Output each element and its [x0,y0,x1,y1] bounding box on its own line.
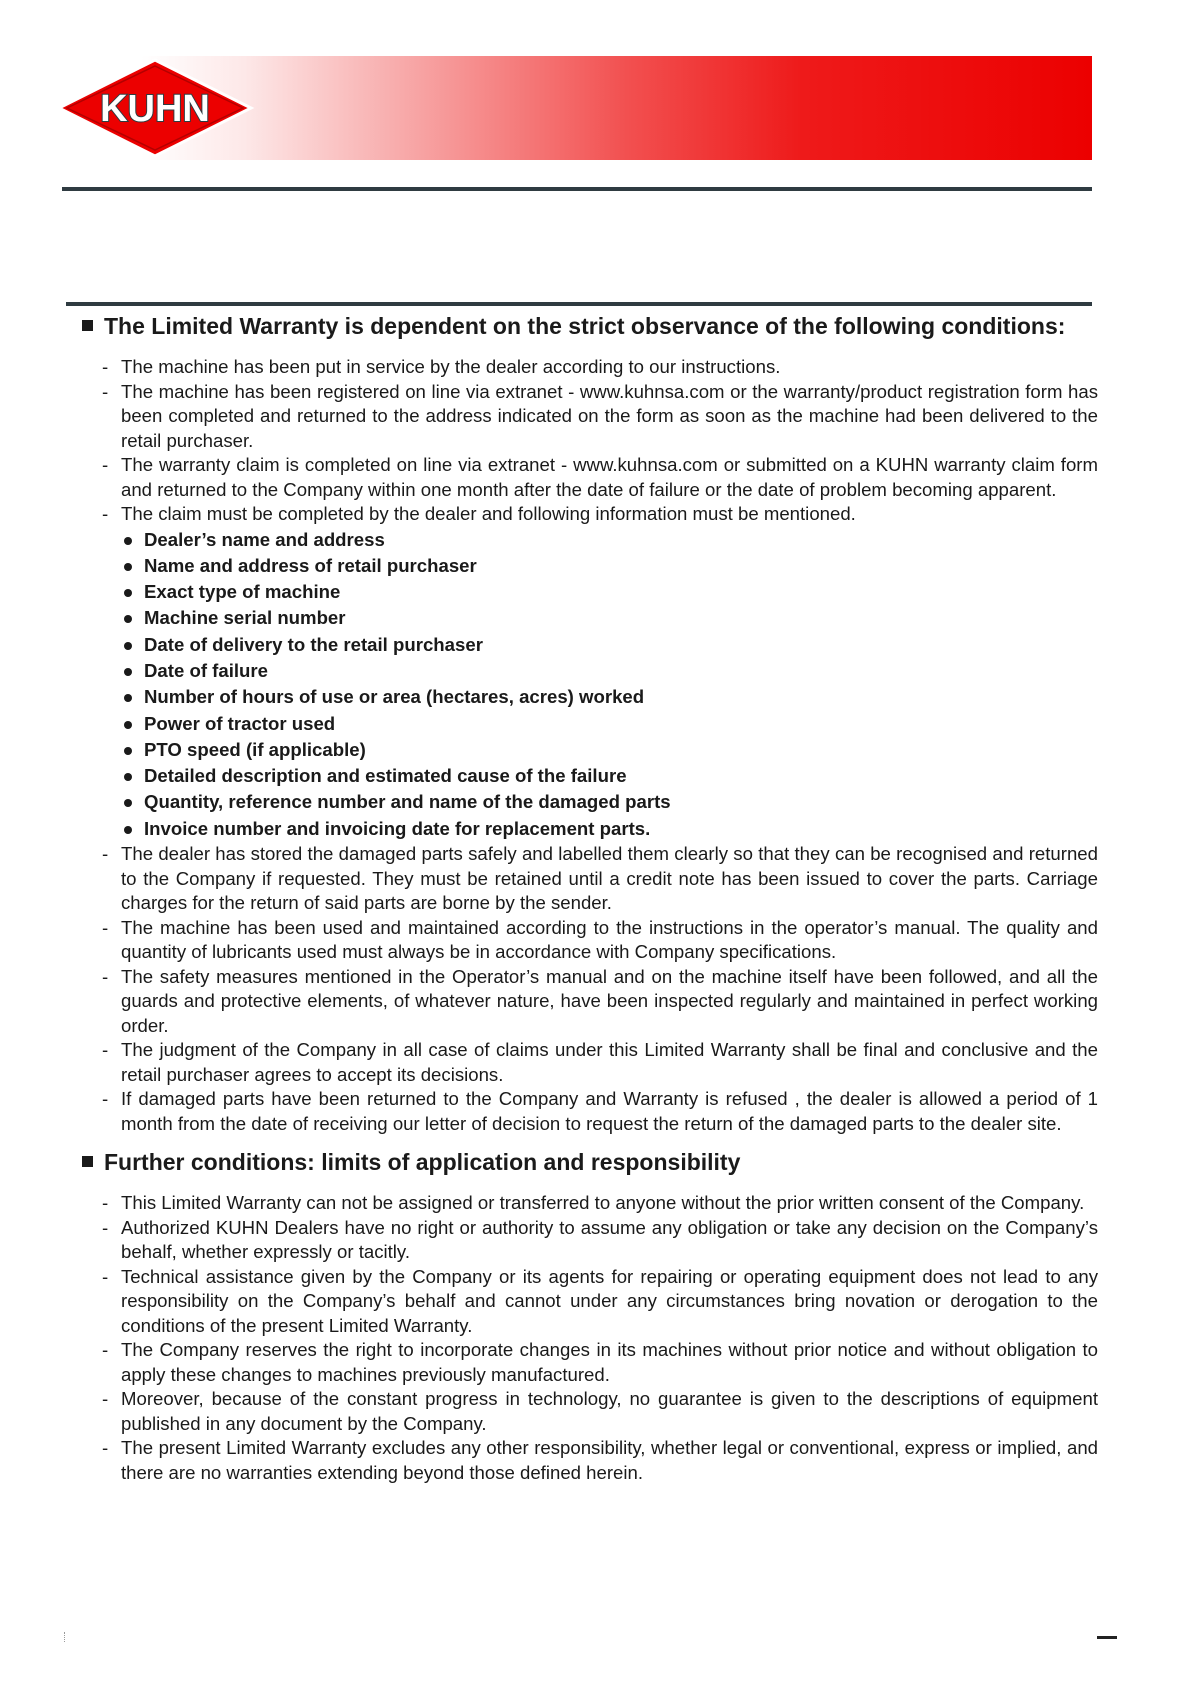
page-tick [64,1632,67,1642]
section2-heading: Further conditions: limits of application and responsibility [80,1150,1098,1175]
bullet-dot-icon [124,799,132,807]
bullet-item: Invoice number and invoicing date for replacement parts. [80,816,1098,842]
page-mark [1097,1636,1117,1639]
list-item: - Technical assistance given by the Company or its agents for repairing or operating equipment does not lead to any responsibility on the Company’s behalf and cannot under any circumstances bring novation or derogation to the conditions of the present Limited Warranty. [102,1265,1098,1336]
bullet-item: Machine serial number [80,605,1098,631]
list-item: - Authorized KUHN Dealers have no right or authority to assume any obligation or take any decision on the Company’s behalf, whether expressly or tacitly. [102,1216,1098,1263]
list-item: - The present Limited Warranty excludes any other responsibility, whether legal or conventional, express or implied, and there are no warranties extending beyond those defined herein. [102,1437,1098,1483]
logo-text: KUHN [100,88,210,130]
list-item: - This Limited Warranty can not be assigned or transferred to anyone without the prior written consent of the Company. [102,1192,1085,1214]
bullet-item: Quantity, reference number and name of the damaged parts [80,789,1098,815]
bullet-dot-icon [124,747,132,755]
bullet-item: Power of tractor used [80,711,1098,737]
kuhn-logo [55,56,255,160]
list-item: - The machine has been registered on line via extranet - www.kuhnsa.com or the warranty/product registration form has been completed and returned to the address indicated on the form as soon as the machine had been delivered to the retail purchaser. [102,380,1098,451]
conditions-list [80,355,1098,1136]
bullet-item: Dealer’s name and address [80,527,1098,553]
square-bullet-icon [82,320,93,331]
bullet-dot-icon [124,668,132,676]
header-rule [62,187,1092,191]
bullet-item: Date of failure [80,658,1098,684]
required-info-list [80,527,1098,843]
list-item: - The machine has been used and maintained according to the instructions in the operator’s manual. The quality and quantity of lubricants used must always be in accordance with Company specifications. [102,916,1098,963]
responsibility-list [80,1191,1098,1485]
bullet-dot-icon [124,537,132,545]
bullet-item: Name and address of retail purchaser [80,553,1098,579]
bullet-dot-icon [124,826,132,834]
bullet-item: PTO speed (if applicable) [80,737,1098,763]
bullet-dot-icon [124,589,132,597]
list-item: - The dealer has stored the damaged parts safely and labelled them clearly so that they can be recognised and returned to the Company if requested. They must be retained until a credit note has been issued to cover the parts. Carriage charges for the return of said parts are borne by the sender. [102,843,1098,914]
bullet-item: Date of delivery to the retail purchaser [80,632,1098,658]
list-item: - The warranty claim is completed on line via extranet - www.kuhnsa.com or submitted on a KUHN warranty claim form and returned to the Company within one month after the date of failure or the date of problem becoming apparent. [102,454,1098,500]
bullet-item: Number of hours of use or area (hectares, acres) worked [80,684,1098,710]
section1-heading: The Limited Warranty is dependent on the strict observance of the following conditions: [80,314,1098,339]
bullet-item: Exact type of machine [80,579,1098,605]
bullet-dot-icon [124,563,132,571]
section-rule [66,302,1092,306]
list-item: - The machine has been put in service by the dealer according to our instructions. [102,356,781,377]
list-item: - The Company reserves the right to incorporate changes in its machines without prior notice and without obligation to apply these changes to machines previously manufactured. [102,1339,1098,1385]
bullet-item: Detailed description and estimated cause of the failure [80,763,1098,789]
bullet-dot-icon [124,773,132,781]
bullet-dot-icon [124,642,132,650]
bullet-dot-icon [124,721,132,729]
bullet-dot-icon [124,615,132,623]
list-item: - The judgment of the Company in all case of claims under this Limited Warranty shall be final and conclusive and the retail purchaser agrees to accept its decisions. [102,1039,1098,1085]
list-item: - The safety measures mentioned in the Operator’s manual and on the machine itself have been followed, and all the guards and protective elements, of whatever nature, have been inspected regularly and maintained in perfect working order. [102,965,1098,1036]
list-item: - Moreover, because of the constant progress in technology, no guarantee is given to the descriptions of equipment published in any document by the Company. [102,1388,1098,1434]
warranty-conditions [80,314,1098,1485]
bullet-dot-icon [124,694,132,702]
list-item: - If damaged parts have been returned to the Company and Warranty is refused , the dealer is allowed a period of 1 month from the date of receiving our letter of decision to request the return of the damaged parts to the dealer site. [102,1088,1098,1134]
square-bullet-icon [82,1156,93,1167]
list-item: - The claim must be completed by the dealer and following information must be mentioned. [102,503,856,524]
